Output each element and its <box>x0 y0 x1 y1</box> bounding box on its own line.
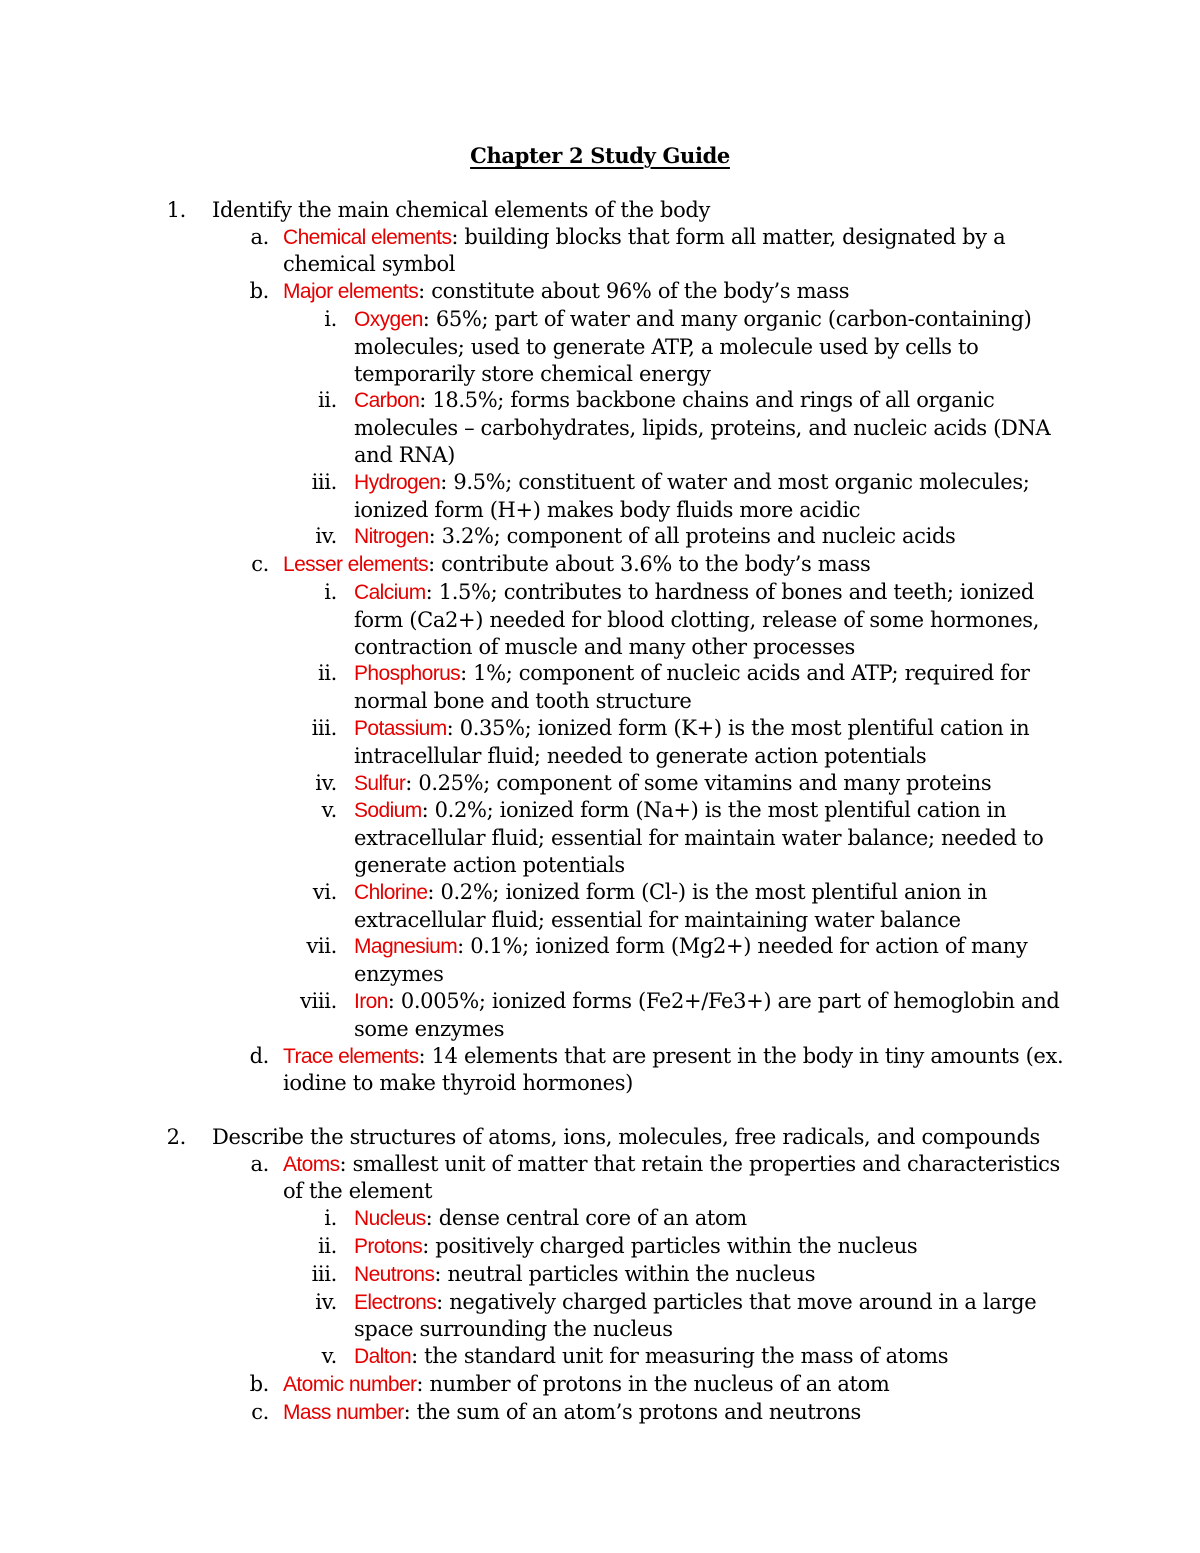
item-label: v. <box>321 1344 337 1369</box>
term: Chemical elements <box>283 225 452 249</box>
definition: : building blocks that form all matter, designated by a chemical symbol <box>283 224 1006 277</box>
definition: : contribute about 3.6% to the body’s mass <box>428 552 871 577</box>
definition: : 0.25%; component of some vitamins and many proteins <box>405 770 992 795</box>
item-label: vi. <box>312 879 337 904</box>
item-label: v. <box>321 798 337 823</box>
item-label: ii. <box>317 388 337 413</box>
sub-item <box>283 770 1080 798</box>
term: Trace elements <box>283 1044 419 1068</box>
question-text: Describe the structures of atoms, ions, molecules, free radicals, and compounds <box>212 1124 1040 1149</box>
sub-item <box>283 579 1080 660</box>
item-label: vii. <box>306 934 337 959</box>
term: Nitrogen <box>354 525 429 549</box>
definition: : neutral particles within the nucleus <box>434 1261 816 1286</box>
item-label: iv. <box>315 770 337 795</box>
definition: : 0.35%; ionized form (K+) is the most plentiful cation in intracellular fluid; needed to generate action potentials <box>354 715 1030 768</box>
definition: : 1.5%; contributes to hardness of bones and teeth; ionized form (Ca2+) needed for blood clotting, release of some hormones, contraction of muscle and many other processes <box>354 579 1040 659</box>
item-label: d. <box>249 1043 269 1068</box>
term: Phosphorus <box>354 662 461 686</box>
term: Calcium <box>354 580 426 604</box>
list-item <box>212 1043 1080 1098</box>
definition: : 3.2%; component of all proteins and nucleic acids <box>428 524 956 549</box>
sub-item <box>283 1343 1080 1371</box>
definition: : 14 elements that are present in the body in tiny amounts (ex. iodine to make thyroid hormones) <box>283 1043 1064 1096</box>
definition: : negatively charged particles that move around in a large space surrounding the nucleus <box>354 1289 1037 1342</box>
term: Dalton <box>354 1345 412 1369</box>
list-item <box>212 1151 1080 1371</box>
sub-item <box>283 1261 1080 1289</box>
item-label: ii. <box>317 661 337 686</box>
item-label: a. <box>250 1151 269 1176</box>
definition: : the standard unit for measuring the mass of atoms <box>411 1344 949 1369</box>
sub-item <box>283 387 1080 468</box>
term: Sodium <box>354 799 422 823</box>
item-label: iii. <box>311 469 337 494</box>
definition: : positively charged particles within the nucleus <box>422 1234 918 1259</box>
term: Atomic number <box>283 1373 417 1397</box>
question-number: 2. <box>166 1124 186 1149</box>
list-item <box>212 224 1080 279</box>
item-label: i. <box>324 306 337 331</box>
list-item <box>212 278 1080 551</box>
term: Electrons <box>354 1290 437 1314</box>
item-label: iv. <box>315 524 337 549</box>
sub-item <box>283 523 1080 551</box>
definition: : 0.2%; ionized form (Na+) is the most plentiful cation in extracellular fluid; essential for maintain water balance; needed to generate action potentials <box>354 798 1044 877</box>
term: Sulfur <box>354 771 406 795</box>
term: Nucleus <box>354 1207 426 1231</box>
definition: : 0.1%; ionized form (Mg2+) needed for action of many enzymes <box>354 934 1028 987</box>
item-label: iii. <box>311 715 337 740</box>
item-label: c. <box>251 1399 269 1424</box>
term: Hydrogen <box>354 470 441 494</box>
item-label: viii. <box>300 988 337 1013</box>
term: Chlorine <box>354 880 428 904</box>
definition: : 9.5%; constituent of water and most organic molecules; ionized form (H+) makes body fluids more acidic <box>354 469 1030 522</box>
definition: : 18.5%; forms backbone chains and rings of all organic molecules – carbohydrates, lipids, proteins, and nucleic acids (DNA and RNA) <box>354 388 1051 467</box>
item-label: b. <box>249 279 269 304</box>
term: Lesser elements <box>283 553 429 577</box>
term: Carbon <box>354 389 420 413</box>
term: Oxygen <box>354 307 423 331</box>
definition: : 65%; part of water and many organic (carbon-containing) molecules; used to generate ATP, a molecule used by cells to temporarily store chemical energy <box>354 306 1032 386</box>
term: Atoms <box>283 1152 340 1176</box>
definition: : 0.2%; ionized form (Cl-) is the most plentiful anion in extracellular fluid; essential for maintaining water balance <box>354 879 988 932</box>
item-label: b. <box>249 1372 269 1397</box>
term: Iron <box>354 989 388 1013</box>
term: Potassium <box>354 716 447 740</box>
item-label: a. <box>250 224 269 249</box>
term: Mass number <box>283 1400 404 1424</box>
sub-item <box>283 797 1080 878</box>
definition: : number of protons in the nucleus of an atom <box>416 1372 890 1397</box>
item-label: iv. <box>315 1289 337 1314</box>
sub-item <box>283 306 1080 387</box>
question-1 <box>120 197 1080 1097</box>
sub-item <box>283 1205 1080 1233</box>
question-2 <box>120 1124 1080 1427</box>
item-label: iii. <box>311 1261 337 1286</box>
sub-item <box>283 715 1080 770</box>
sub-item <box>283 469 1080 524</box>
list-item <box>212 1399 1080 1427</box>
definition: : 0.005%; ionized forms (Fe2+/Fe3+) are part of hemoglobin and some enzymes <box>354 988 1060 1041</box>
item-label: c. <box>251 552 269 577</box>
sub-item <box>283 879 1080 934</box>
document-title: Chapter 2 Study Guide <box>470 143 730 168</box>
sub-item <box>283 1233 1080 1261</box>
question-text: Identify the main chemical elements of the body <box>212 197 711 222</box>
definition: : 1%; component of nucleic acids and ATP; required for normal bone and tooth structure <box>354 661 1030 714</box>
sub-item <box>283 988 1080 1043</box>
sub-item <box>283 1289 1080 1344</box>
sub-item <box>283 660 1080 715</box>
item-label: i. <box>324 579 337 604</box>
term: Protons <box>354 1235 423 1259</box>
term: Major elements <box>283 280 419 304</box>
list-item <box>212 551 1080 1042</box>
list-item <box>212 1371 1080 1399</box>
definition: : constitute about 96% of the body’s mass <box>418 279 850 304</box>
item-label: ii. <box>317 1234 337 1259</box>
term: Neutrons <box>354 1262 435 1286</box>
definition: : smallest unit of matter that retain the properties and characteristics of the element <box>283 1151 1060 1204</box>
question-number: 1. <box>166 197 186 222</box>
definition: : the sum of an atom’s protons and neutrons <box>403 1399 861 1424</box>
term: Magnesium <box>354 935 458 959</box>
sub-item <box>283 933 1080 988</box>
definition: : dense central core of an atom <box>425 1206 747 1231</box>
item-label: i. <box>324 1206 337 1231</box>
